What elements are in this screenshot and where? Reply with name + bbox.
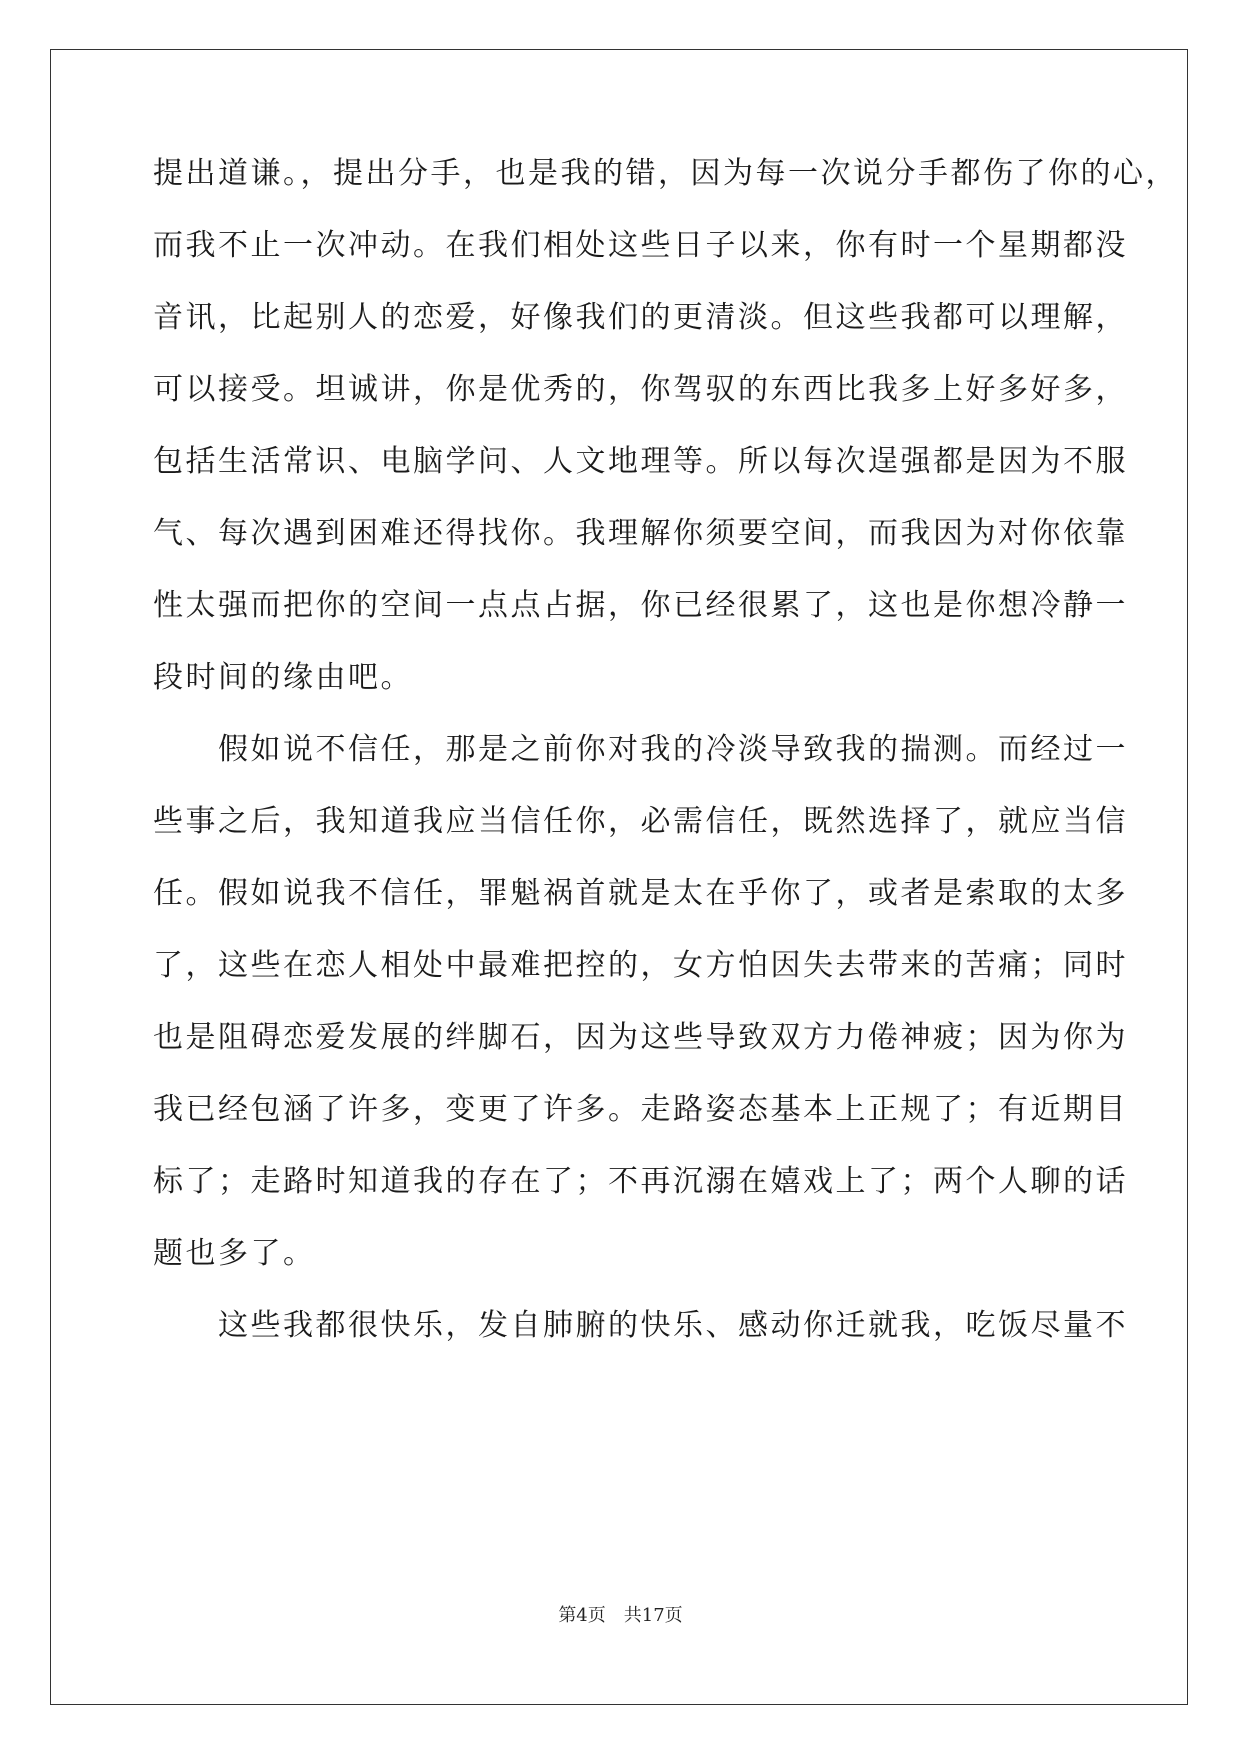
text-line: 标了；走路时知道我的存在了；不再沉溺在嬉戏上了；两个人聊的话 (153, 1164, 1128, 1199)
text-line: 性太强而把你的空间一点点占据，你已经很累了，这也是你想冷静一 (153, 588, 1128, 623)
text-line: 段时间的缘由吧。 (153, 660, 413, 695)
text-line: 包括生活常识、电脑学问、人文地理等。所以每次逞强都是因为不服 (153, 444, 1128, 479)
text-line: 任。假如说我不信任，罪魁祸首就是太在乎你了，或者是索取的太多 (153, 876, 1128, 911)
text-line: 了，这些在恋人相处中最难把控的，女方怕因失去带来的苦痛；同时 (153, 948, 1128, 983)
text-line: 音讯，比起别人的恋爱，好像我们的更清淡。但这些我都可以理解， (153, 300, 1128, 335)
text-line: 题也多了。 (153, 1236, 316, 1271)
page-number-footer: 第4页 共17页 (558, 1605, 683, 1626)
text-line: 气、每次遇到困难还得找你。我理解你须要空间，而我因为对你依靠 (153, 516, 1128, 551)
text-line: 些事之后，我知道我应当信任你，必需信任，既然选择了，就应当信 (153, 804, 1128, 839)
text-line: 假如说不信任，那是之前你对我的冷淡导致我的揣测。而经过一 (153, 732, 1128, 767)
text-line: 我已经包涵了许多，变更了许多。走路姿态基本上正规了；有近期目 (153, 1092, 1128, 1127)
text-line: 提出道谦。，提出分手，也是我的错，因为每一次说分手都伤了你的心， (153, 156, 1178, 191)
text-line: 也是阻碍恋爱发展的绊脚石，因为这些导致双方力倦神疲；因为你为 (153, 1020, 1128, 1055)
text-line: 可以接受。坦诚讲，你是优秀的，你驾驭的东西比我多上好多好多， (153, 372, 1128, 407)
text-line: 这些我都很快乐，发自肺腑的快乐、感动你迁就我，吃饭尽量不 (153, 1308, 1128, 1343)
text-line: 而我不止一次冲动。在我们相处这些日子以来，你有时一个星期都没 (153, 228, 1128, 263)
